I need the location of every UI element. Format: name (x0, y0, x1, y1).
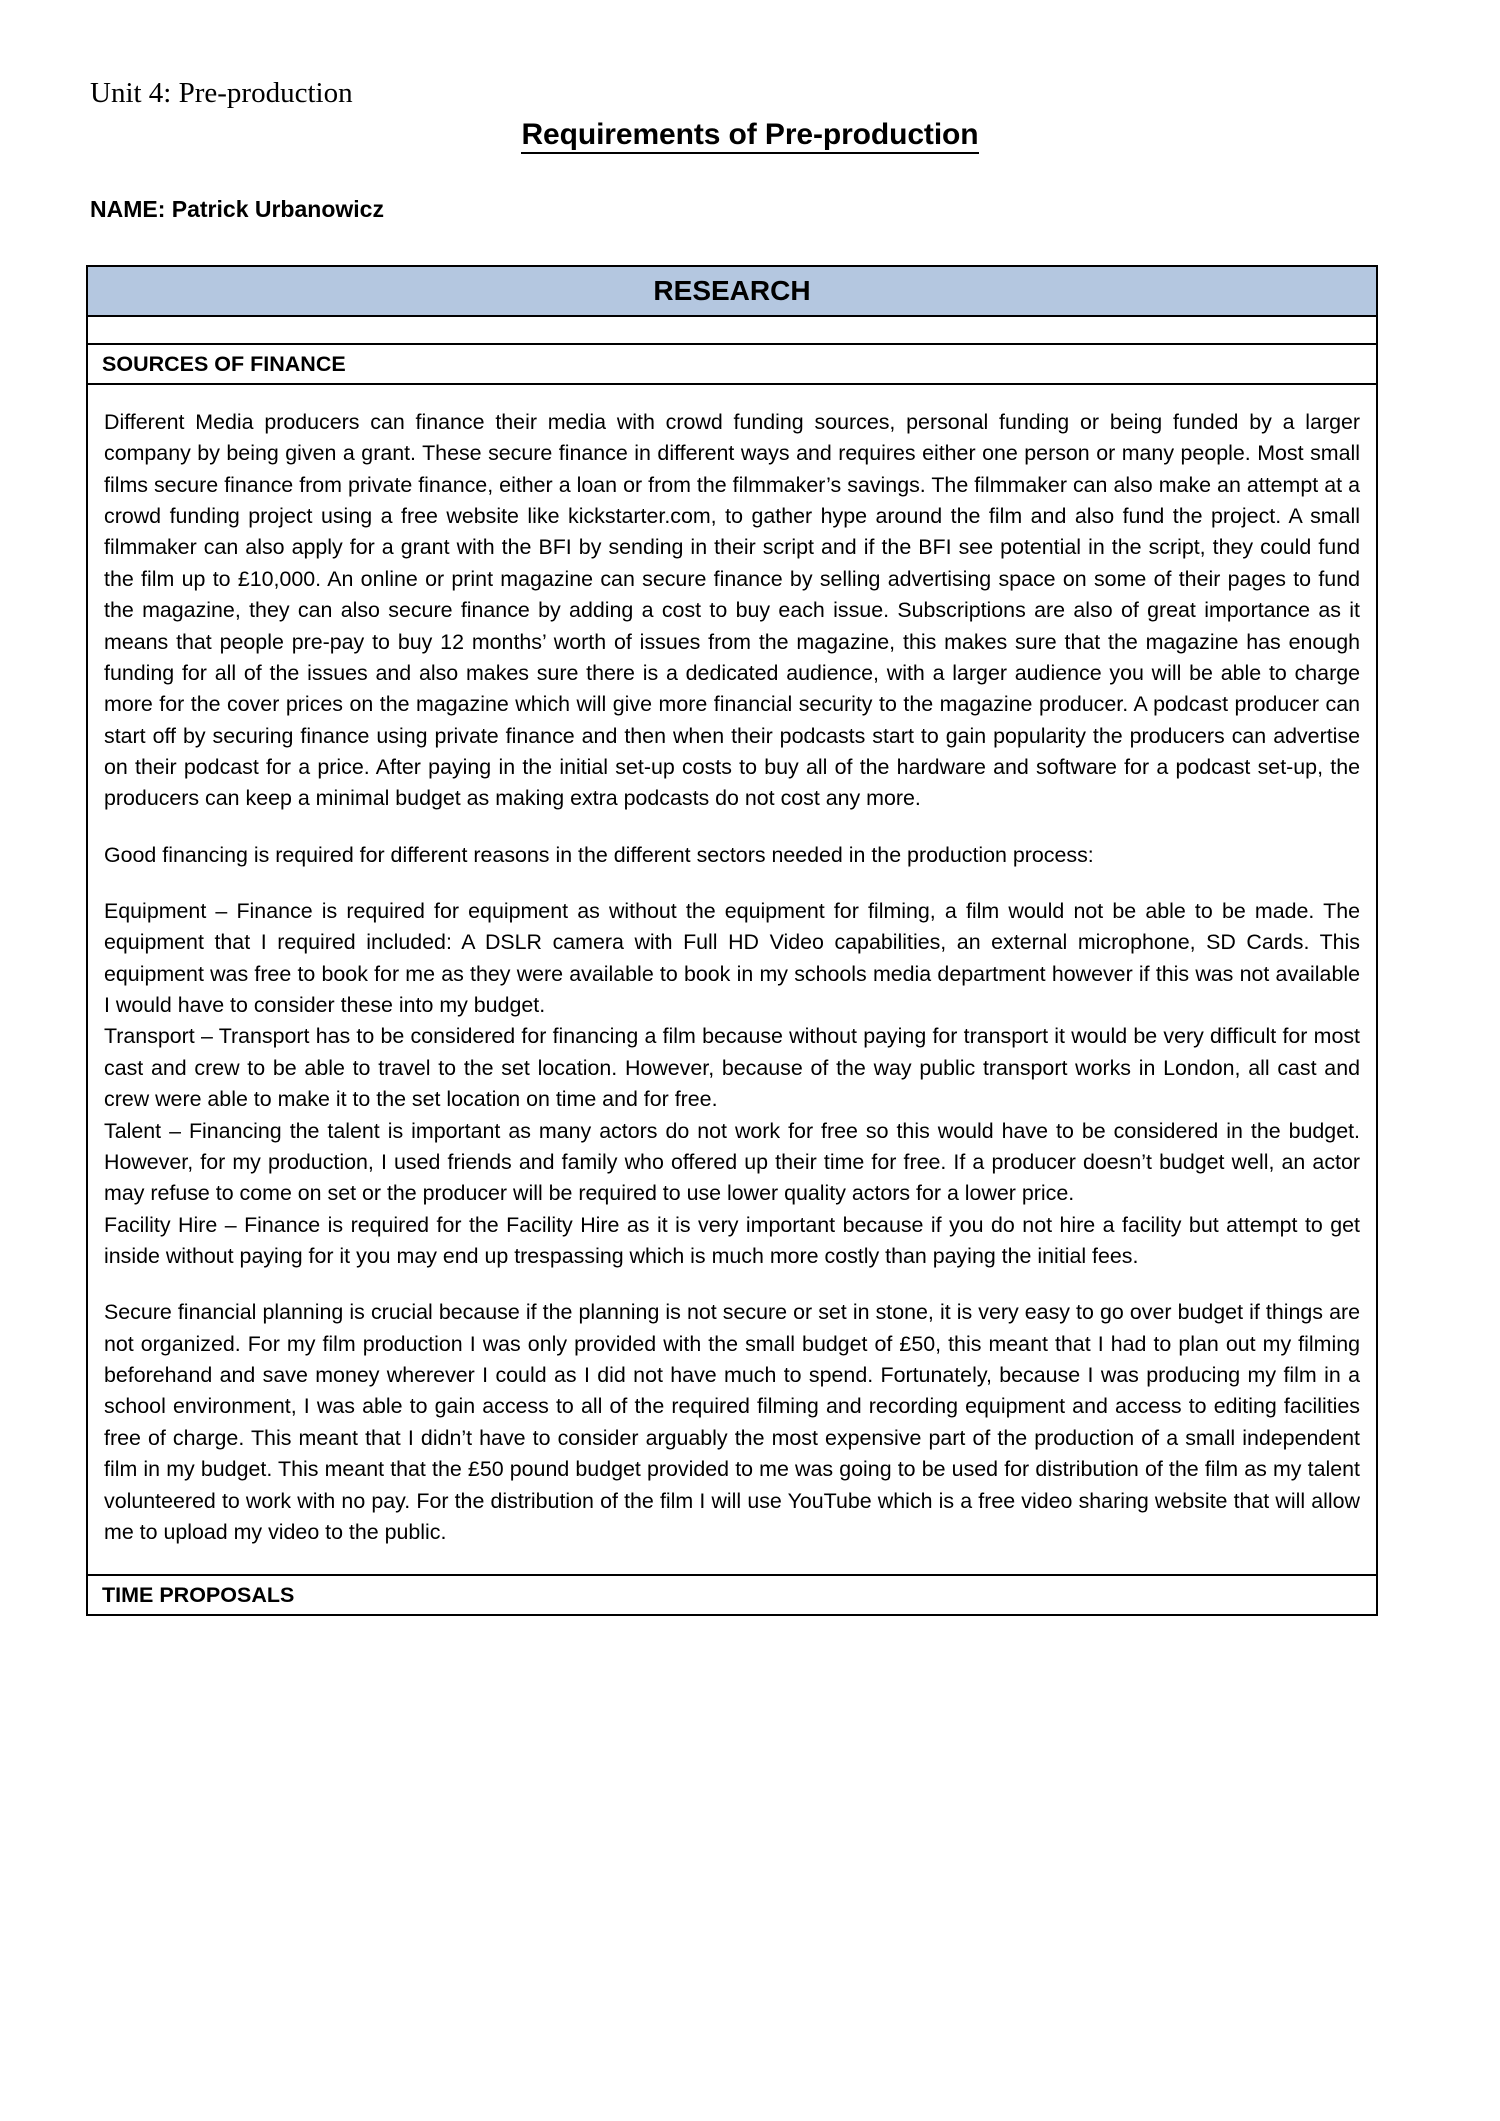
student-name-line: NAME: Patrick Urbanowicz (90, 196, 384, 222)
table-row-sources-of-finance-body (87, 384, 1377, 1575)
document-header (0, 0, 1500, 222)
paragraph-transport: Transport – Transport has to be considered for financing a film because without paying for transport it would be very difficult for most cast and crew to be able to travel to the set location. However, because of the way public transport works in London, all cast and crew were able to make it to the set location on time and for free. (104, 1024, 1360, 1112)
unit-label: Unit 4: Pre-production (90, 77, 353, 109)
research-header-cell: RESEARCH (87, 266, 1377, 316)
paragraph-talent: Talent – Financing the talent is important as many actors do not work for free so this would have to be considered in the budget. However, for my production, I used friends and family who offered up their time for free. If a producer doesn’t budget well, an actor may refuse to come on set or the producer will be required to use lower quality actors for a lower price. (104, 1118, 1360, 1206)
table-row-spacer (87, 316, 1377, 344)
table-row-research-header (87, 266, 1377, 316)
paragraph-facility-hire: Facility Hire – Finance is required for the Facility Hire as it is very important because if you do not hire a facility but attempt to get inside without paying for it you may end up trespassing which is much more costly than paying the initial fees. (104, 1212, 1360, 1268)
sources-of-finance-header-cell: SOURCES OF FINANCE (87, 344, 1377, 384)
table-row-time-proposals-header (87, 1575, 1377, 1615)
page-title (0, 118, 1500, 152)
paragraph-2: Good financing is required for different reasons in the different sectors needed in the production process: (104, 842, 1094, 867)
table-row-sources-of-finance-header (87, 344, 1377, 384)
paragraph-equipment: Equipment – Finance is required for equipment as without the equipment for filming, a film would not be able to be made. The equipment that I required included: A DSLR camera with Full HD Video capabilities, an external microphone, SD Cards. This equipment was free to book for me as they were available to book in my schools media department however if this was not available I would have to consider these into my budget. (104, 899, 1360, 1018)
paragraph-1: Different Media producers can finance their media with crowd funding sources, personal funding or being funded by a larger company by being given a grant. These secure finance in different ways and requires either one person or many people. Most small films secure finance from private finance, either a loan or from the filmmaker’s savings. The filmmaker can also make an attempt at a crowd funding project using a free website like kickstarter.com, to gather hype around the film and also fund the project. A small filmmaker can also apply for a grant with the BFI by sending in their script and if the BFI see potential in the script, they could fund the film up to £10,000. An online or print magazine can secure finance by selling advertising space on some of their pages to fund the magazine, they can also secure finance by adding a cost to buy each issue. Subscriptions are also of great importance as it means that people pre-pay to buy 12 months’ worth of issues from the magazine, this makes sure that the magazine has enough funding for all of the issues and also makes sure there is a dedicated audience, with a larger audience you will be able to charge more for the cover prices on the magazine which will give more financial security to the magazine producer. A podcast producer can start off by securing finance using private finance and then when their podcasts start to gain popularity the producers can advertise on their podcast for a price. After paying in the initial set-up costs to buy all of the hardware and software for a podcast set-up, the producers can keep a minimal budget as making extra podcasts do not cost any more. (104, 410, 1360, 811)
spacer-cell (87, 316, 1377, 344)
research-table (86, 265, 1378, 1616)
sources-of-finance-body-cell (87, 384, 1377, 1575)
paragraph-secure-financial-planning: Secure financial planning is crucial because if the planning is not secure or set in stone, it is very easy to go over budget if things are not organized. For my film production I was only provided with the small budget of £50, this meant that I had to plan out my filming beforehand and save money wherever I could as I did not have much to spend. Fortunately, because I was producing my film in a school environment, I was able to gain access to all of the required filming and recording equipment and access to editing facilities free of charge. This meant that I didn’t have to consider arguably the most expensive part of the production of a small independent film in my budget. This meant that the £50 pound budget provided to me was going to be used for distribution of the film as my talent volunteered to work with no pay. For the distribution of the film I will use YouTube which is a free video sharing website that will allow me to upload my video to the public. (104, 1300, 1360, 1544)
body-text-block (104, 407, 1360, 1548)
page-title-text: Requirements of Pre-production (521, 118, 978, 154)
time-proposals-header-cell: TIME PROPOSALS (87, 1575, 1377, 1615)
